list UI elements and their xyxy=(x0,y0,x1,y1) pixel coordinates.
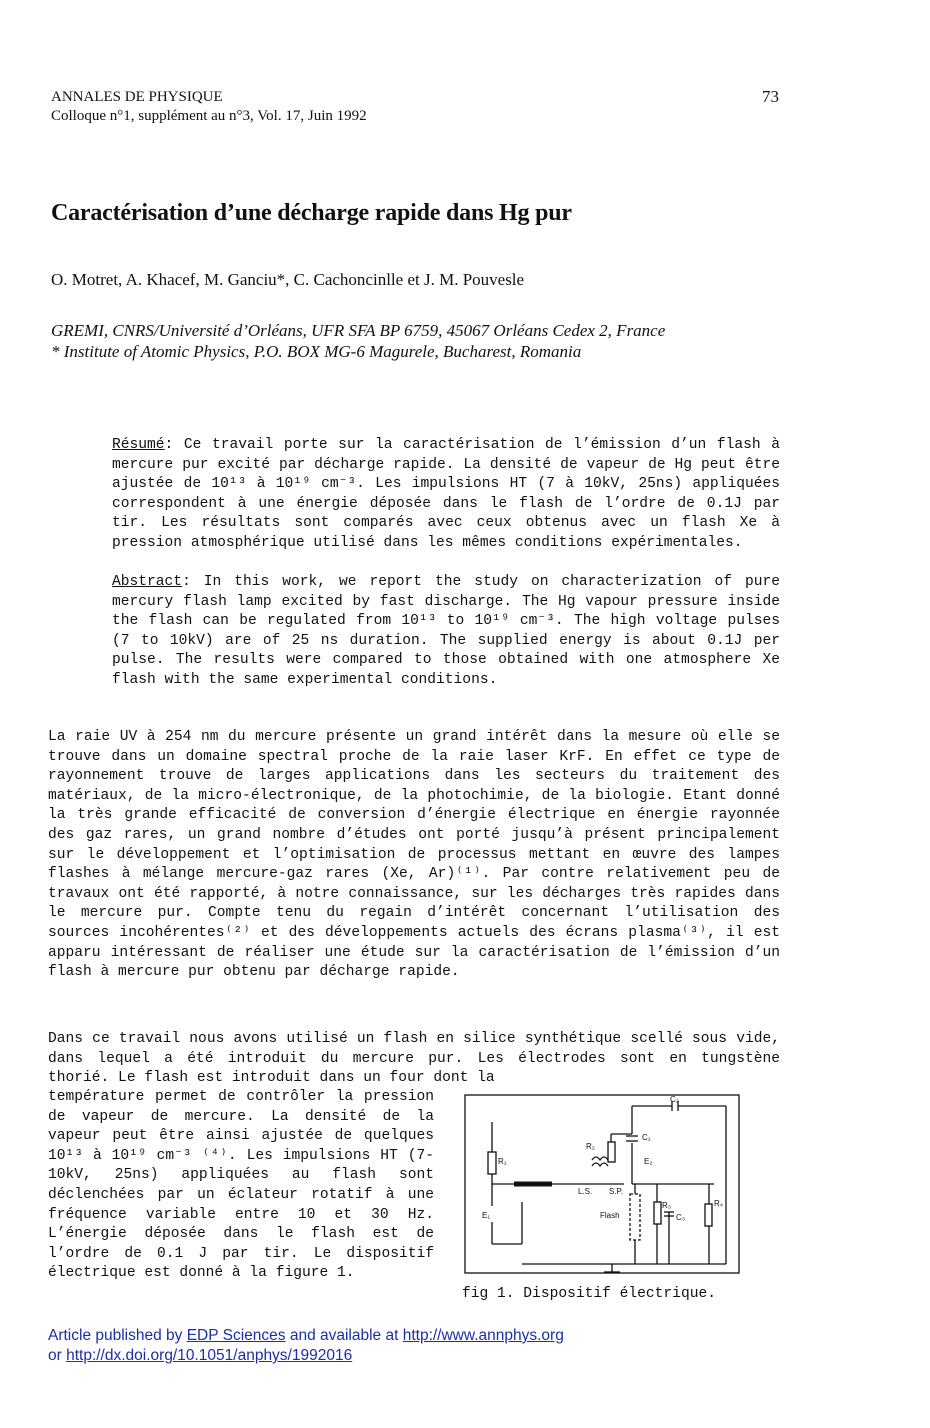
transformer-coil xyxy=(592,1163,608,1166)
affiliations xyxy=(51,320,665,362)
label-flash: Flash xyxy=(600,1211,620,1220)
label-r4: R₄ xyxy=(714,1199,724,1208)
affiliation-1: GREMI, CNRS/Université d’Orléans, UFR SFA BP 6759, 45067 Orléans Cedex 2, France xyxy=(51,321,666,340)
label-r2: R₂ xyxy=(586,1142,595,1151)
resistor-r4 xyxy=(705,1204,712,1226)
circuit-diagram xyxy=(464,1094,740,1284)
page-number: 73 xyxy=(762,87,779,106)
resistor-r2 xyxy=(608,1142,615,1162)
body-paragraph-1: La raie UV à 254 nm du mercure présente un grand intérêt dans la mesure où elle se trouve dans un domaine spectral proche de la raie laser KrF. En effet ce type de rayonnement trouve de larges applications dans les secteurs du traitement des matériaux, de la micro-électronique, de la photochimie, de la biologie. Etant donné la très grande efficacité de conversion d’énergie électrique en énergie rayonnée des gaz rares, un grand nombre d’études ont porté jusqu’à présent principalement sur le développement et l’optimisation de processus mettant en œuvre des lampes flashes à mélange mercure-gaz rares (Xe, Ar)⁽¹⁾. Par contre relativement peu de travaux ont été rapporté, à notre connaissance, sur les décharges très rapides dans le mercure pur. Compte tenu du regain d’intérêt concernant l’utilisation des sources incohérentes⁽²⁾ et des développements actuels des écrans plasma⁽³⁾, il est apparu intéressant de réaliser une étude sur la caractérisation de l’émission d’un flash à mercure pur obtenu par décharge rapide. xyxy=(48,729,780,981)
transformer-coil xyxy=(592,1157,608,1160)
body-paragraph-2: Dans ce travail nous avons utilisé un flash en silice synthétique scellé sous vide, dans lequel a été introduit du mercure pur. Les électrodes sont en tungstène thorié. Le flash est introduit dans un four dont la xyxy=(48,1031,780,1087)
figure-caption: fig 1. Dispositif électrique. xyxy=(462,1286,716,1302)
resistor-r1 xyxy=(488,1152,496,1174)
affiliation-2: * Institute of Atomic Physics, P.O. BOX MG-6 Magurele, Bucharest, Romania xyxy=(51,342,582,361)
resume-text: : Ce travail porte sur la caractérisation de l’émission d’un flash à mercure pur excité par décharge rapide. La densité de vapeur de Hg peut être ajustée de 10¹³ à 10¹⁹ cm⁻³. Les impulsions HT (7 à 10kV, 25ns) appliquées correspondent à une énergie déposée dans le flash de l’ordre de 0.1J par tir. Les résultats sont comparés avec ceux obtenus avec un flash Xe à pression atmosphérique utilisé dans les mêmes conditions expérimentales. xyxy=(112,437,780,551)
footer-text: Article published by xyxy=(48,1327,187,1344)
authors: O. Motret, A. Khacef, M. Ganciu*, C. Cachoncinlle et J. M. Pouvesle xyxy=(51,270,525,289)
resistor-r3 xyxy=(654,1202,661,1224)
label-e2: E₂ xyxy=(644,1157,653,1166)
doi-link[interactable]: http://dx.doi.org/10.1051/anphys/1992016 xyxy=(66,1347,353,1364)
label-ls: L.S. xyxy=(578,1187,593,1196)
journal-header xyxy=(51,88,367,126)
footer-line-1 xyxy=(48,1326,564,1346)
label-c2: C₂ xyxy=(670,1095,679,1104)
abstract-label: Abstract xyxy=(112,574,183,590)
paper-title: Caractérisation d’une décharge rapide dans Hg pur xyxy=(51,200,572,226)
journal-url-link[interactable]: http://www.annphys.org xyxy=(402,1327,564,1344)
label-r3: R₃ xyxy=(662,1201,672,1210)
footer-text: and available at xyxy=(285,1327,403,1344)
footer-line-2 xyxy=(48,1346,564,1366)
publisher-link[interactable]: EDP Sciences xyxy=(186,1327,286,1344)
body-paragraph-2-continued: température permet de contrôler la pression de vapeur de mercure. La densité de la vapeur peut être ainsi ajustée de quelques 10¹³ à 10¹⁹ cm⁻³ ⁽⁴⁾. Les impulsions HT (7-10kV, 25ns) appliquées au flash sont déclenchées par un éclateur rotatif à une fréquence variable entre 10 et 30 Hz. L’énergie déposée dans le flash est de l’ordre de 0.1 J par tir. Le dispositif électrique est donné à la figure 1. xyxy=(48,1089,434,1282)
label-sp: S.P. xyxy=(609,1187,624,1196)
label-e1: E₁ xyxy=(482,1211,491,1220)
colloque-info: Colloque n°1, supplément au n°3, Vol. 17, Juin 1992 xyxy=(51,108,367,124)
flash-lamp xyxy=(630,1194,640,1240)
journal-name: ANNALES DE PHYSIQUE xyxy=(51,89,223,105)
abstract-paragraph xyxy=(112,573,780,690)
resume-paragraph xyxy=(112,436,780,553)
resume-label: Résumé xyxy=(112,437,165,453)
label-r1: R₁ xyxy=(498,1157,507,1166)
abstract-text: : In this work, we report the study on characterization of pure mercury flash lamp excited by fast discharge. The Hg vapour pressure inside the flash can be regulated from 10¹³ to 10¹⁹ cm⁻³. The high voltage pulses (7 to 10kV) are of 25 ns duration. The supplied energy is about 0.1J per pulse. The results were compared to those obtained with one atmosphere Xe flash with the same experimental conditions. xyxy=(112,574,780,688)
label-c1: C₁ xyxy=(642,1133,651,1142)
footer-text: or xyxy=(48,1347,67,1364)
publication-footer xyxy=(48,1326,564,1366)
label-c3: C₃ xyxy=(676,1213,686,1222)
